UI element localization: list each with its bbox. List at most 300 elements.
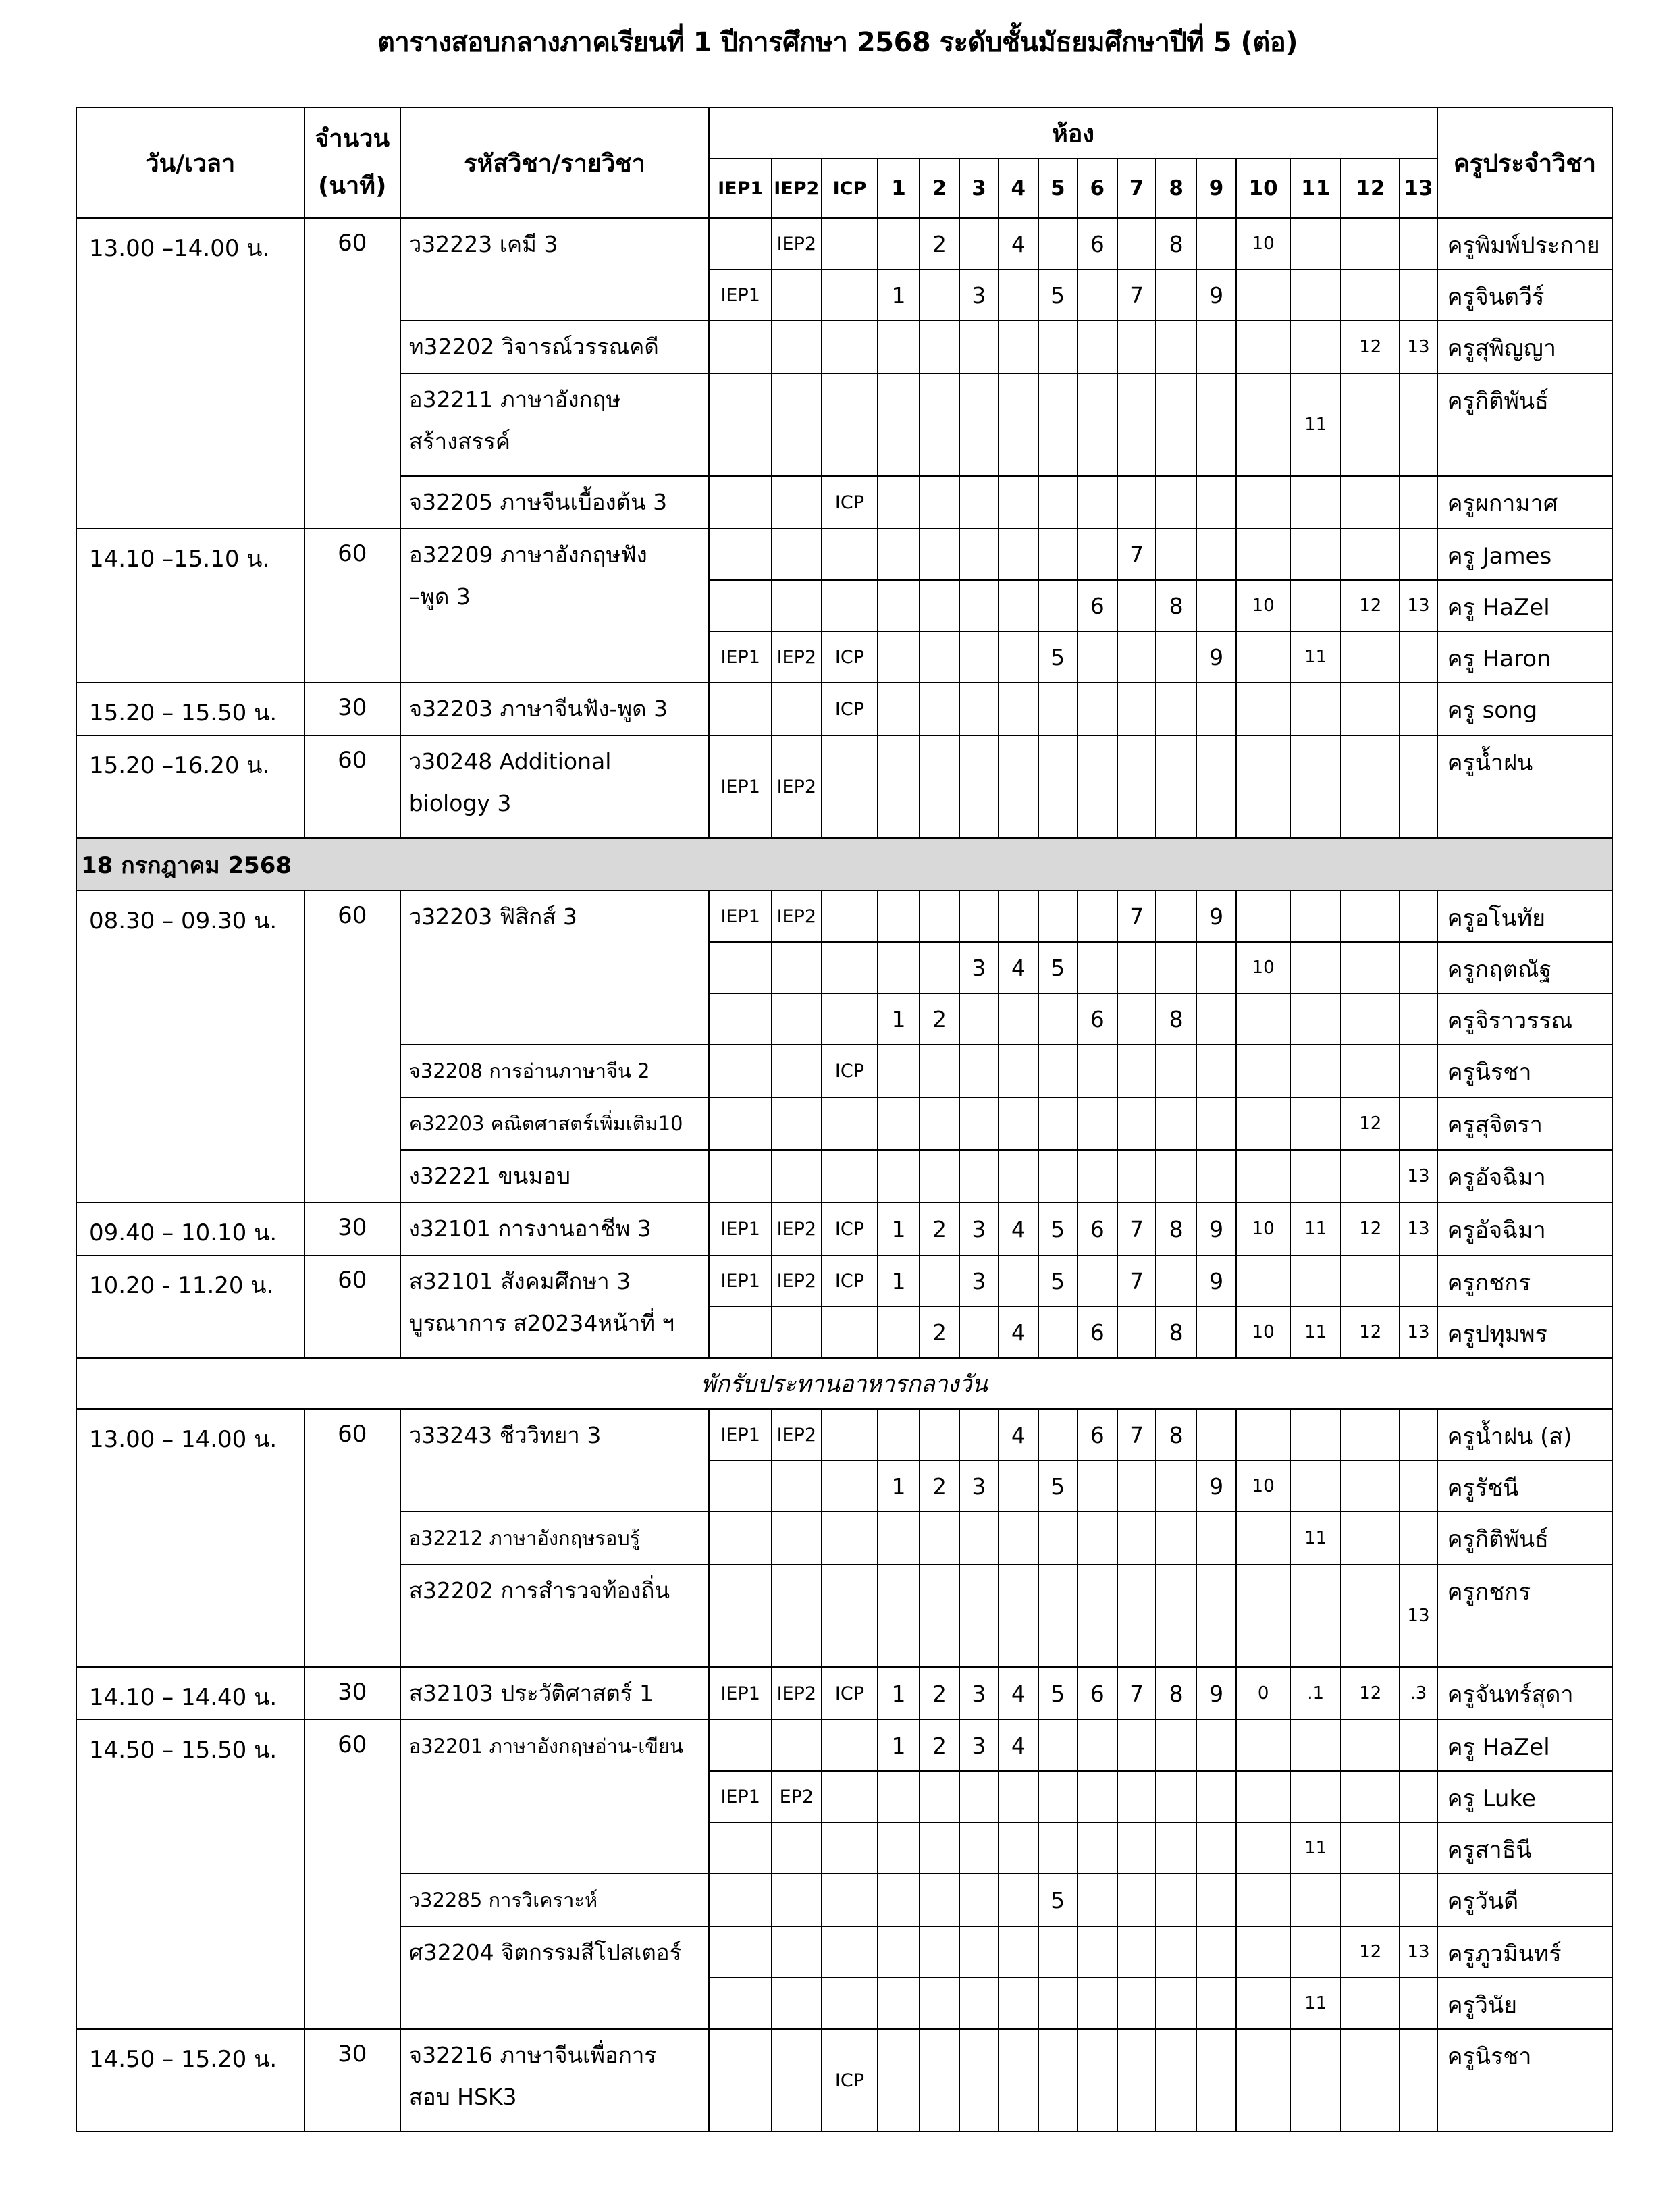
room-cell <box>878 476 919 529</box>
room-cell <box>822 993 878 1045</box>
room-cell: 11 <box>1290 1203 1341 1255</box>
room-cell <box>1341 529 1400 580</box>
room-cell <box>822 218 878 269</box>
room-cell: IEP2 <box>772 1409 822 1460</box>
time-cell: 14.50 – 15.50 น. <box>76 1720 304 2029</box>
room-cell <box>709 476 772 529</box>
room-cell <box>1038 373 1077 476</box>
room-cell <box>1341 269 1400 321</box>
room-cell <box>1196 1720 1236 1771</box>
room-cell: 2 <box>920 993 959 1045</box>
room-cell <box>1341 2029 1400 2132</box>
room-cell <box>999 1771 1038 1822</box>
room-cell <box>1038 683 1077 735</box>
duration-cell: 60 <box>304 218 400 529</box>
room-cell <box>959 1307 998 1358</box>
room-cell <box>1117 373 1156 476</box>
duration-cell: 60 <box>304 735 400 838</box>
header-teacher: ครูประจำวิชา <box>1437 107 1612 218</box>
room-cell <box>772 1874 822 1926</box>
room-cell: 1 <box>878 269 919 321</box>
room-cell <box>999 580 1038 631</box>
room-cell <box>1117 735 1156 838</box>
room-cell <box>1117 321 1156 373</box>
subject-name-line: อ32212 ภาษาอังกฤษรอบรู้ <box>408 1527 641 1550</box>
room-cell <box>1236 1771 1290 1822</box>
room-cell <box>772 1926 822 1978</box>
room-cell <box>959 993 998 1045</box>
room-cell: 5 <box>1038 1667 1077 1720</box>
subject-name-line: ง32101 การงานอาชีพ 3 <box>408 1215 652 1242</box>
room-cell <box>709 1045 772 1097</box>
header-duration-line2: (นาที) <box>317 172 387 200</box>
room-cell <box>1117 993 1156 1045</box>
room-cell <box>1290 476 1341 529</box>
room-cell <box>920 1822 959 1874</box>
room-cell <box>1341 891 1400 942</box>
room-cell <box>1117 2029 1156 2132</box>
room-cell: 6 <box>1078 580 1117 631</box>
room-cell <box>1038 993 1077 1045</box>
room-cell <box>772 1460 822 1512</box>
room-cell <box>1117 1097 1156 1150</box>
room-cell <box>959 1150 998 1203</box>
room-cell <box>1156 891 1196 942</box>
room-cell: 0 <box>1236 1667 1290 1720</box>
room-cell <box>959 1045 998 1097</box>
room-cell: 6 <box>1078 1409 1117 1460</box>
room-cell <box>1156 1771 1196 1822</box>
room-cell <box>1156 1045 1196 1097</box>
room-cell: 3 <box>959 1720 998 1771</box>
room-cell <box>1156 1720 1196 1771</box>
room-cell <box>1156 476 1196 529</box>
room-cell <box>1078 1045 1117 1097</box>
room-cell <box>999 1564 1038 1667</box>
subject-name-line: จ32205 ภาษจีนเบื้องต้น 3 <box>408 489 668 515</box>
room-cell <box>1078 942 1117 993</box>
subject-name-line: ว33243 ชีววิทยา 3 <box>408 1422 602 1448</box>
room-cell <box>1400 1720 1437 1771</box>
room-cell <box>709 1822 772 1874</box>
subject-name-line: จ32216 ภาษาจีนเพื่อการ <box>408 2042 657 2068</box>
room-cell <box>1078 735 1117 838</box>
room-cell <box>1290 1926 1341 1978</box>
room-cell <box>999 1150 1038 1203</box>
room-cell <box>878 1564 919 1667</box>
room-cell <box>1078 1978 1117 2029</box>
room-header-3: 3 <box>959 159 998 218</box>
room-cell <box>1290 1460 1341 1512</box>
room-cell: 4 <box>999 1720 1038 1771</box>
room-cell: 3 <box>959 269 998 321</box>
room-cell <box>999 1097 1038 1150</box>
room-header-9: 9 <box>1196 159 1236 218</box>
teacher-cell: ครูวันดี <box>1437 1874 1612 1926</box>
duration-cell: 60 <box>304 529 400 683</box>
room-cell: 2 <box>920 1307 959 1358</box>
room-cell <box>1156 683 1196 735</box>
subject-cell <box>400 891 710 1045</box>
room-cell <box>920 683 959 735</box>
room-cell <box>878 1874 919 1926</box>
room-cell <box>920 735 959 838</box>
room-cell <box>1290 529 1341 580</box>
room-header-icp: ICP <box>822 159 878 218</box>
room-cell <box>772 1512 822 1564</box>
room-cell <box>1290 1150 1341 1203</box>
room-cell <box>959 1564 998 1667</box>
room-cell: 4 <box>999 1203 1038 1255</box>
room-cell <box>878 529 919 580</box>
room-cell <box>878 735 919 838</box>
room-cell <box>1290 1874 1341 1926</box>
room-cell: 11 <box>1290 1512 1341 1564</box>
room-cell: 7 <box>1117 1203 1156 1255</box>
room-cell <box>1078 529 1117 580</box>
room-cell: 12 <box>1341 1667 1400 1720</box>
room-cell <box>878 1512 919 1564</box>
room-cell <box>772 476 822 529</box>
room-cell <box>1290 218 1341 269</box>
subject-name-line: –พูด 3 <box>408 583 471 610</box>
room-cell <box>1400 269 1437 321</box>
room-cell <box>1236 1255 1290 1307</box>
room-cell: 2 <box>920 1203 959 1255</box>
teacher-cell: ครูกิติพันธ์ <box>1437 373 1612 476</box>
room-cell: ICP <box>822 476 878 529</box>
teacher-cell: ครูรัชนี <box>1437 1460 1612 1512</box>
room-cell <box>1117 1564 1156 1667</box>
room-cell <box>959 373 998 476</box>
room-cell <box>1038 2029 1077 2132</box>
room-cell <box>709 1097 772 1150</box>
room-cell: 3 <box>959 1255 998 1307</box>
teacher-cell: ครูสุพิญญา <box>1437 321 1612 373</box>
room-cell <box>959 2029 998 2132</box>
room-cell <box>772 1822 822 1874</box>
table-row <box>76 1720 1612 1771</box>
room-cell <box>709 321 772 373</box>
room-cell <box>999 1255 1038 1307</box>
time-cell: 15.20 – 15.50 น. <box>76 683 304 735</box>
teacher-cell: ครูอัจฉิมา <box>1437 1203 1612 1255</box>
room-cell: 1 <box>878 1460 919 1512</box>
room-cell: 4 <box>999 942 1038 993</box>
table-row <box>76 1409 1612 1460</box>
room-cell <box>920 1512 959 1564</box>
room-cell <box>1038 1097 1077 1150</box>
room-cell: 6 <box>1078 1203 1117 1255</box>
room-cell <box>822 321 878 373</box>
room-cell: 11 <box>1290 373 1341 476</box>
subject-cell <box>400 1255 710 1358</box>
room-cell <box>878 891 919 942</box>
room-cell <box>1290 891 1341 942</box>
room-cell <box>920 1097 959 1150</box>
room-cell <box>1400 1512 1437 1564</box>
subject-cell <box>400 1512 710 1564</box>
room-cell <box>920 1771 959 1822</box>
room-cell <box>1236 321 1290 373</box>
room-cell <box>709 683 772 735</box>
room-cell <box>822 1822 878 1874</box>
room-cell <box>1400 476 1437 529</box>
room-cell <box>1341 1978 1400 2029</box>
duration-cell: 30 <box>304 2029 400 2132</box>
room-cell <box>1156 1874 1196 1926</box>
room-cell <box>1117 683 1156 735</box>
room-cell <box>1078 1512 1117 1564</box>
room-cell: ICP <box>822 1045 878 1097</box>
room-cell <box>1117 1874 1156 1926</box>
room-cell: 5 <box>1038 1255 1077 1307</box>
room-cell: 2 <box>920 1720 959 1771</box>
room-cell: EP2 <box>772 1771 822 1822</box>
room-cell <box>1236 1720 1290 1771</box>
duration-cell: 30 <box>304 1203 400 1255</box>
room-cell <box>1038 321 1077 373</box>
room-cell: 9 <box>1196 1255 1236 1307</box>
room-cell: ICP <box>822 683 878 735</box>
room-cell <box>1236 1564 1290 1667</box>
room-cell: 7 <box>1117 1667 1156 1720</box>
room-cell: 9 <box>1196 891 1236 942</box>
room-cell <box>1341 476 1400 529</box>
room-cell <box>1400 993 1437 1045</box>
teacher-cell: ครู song <box>1437 683 1612 735</box>
time-cell: 08.30 – 09.30 น. <box>76 891 304 1203</box>
duration-cell: 30 <box>304 683 400 735</box>
room-cell <box>1290 2029 1341 2132</box>
subject-cell <box>400 218 710 321</box>
header-duration <box>304 107 400 218</box>
room-cell <box>1290 321 1341 373</box>
room-cell <box>999 1512 1038 1564</box>
room-cell: 13 <box>1400 580 1437 631</box>
room-cell: 12 <box>1341 1203 1400 1255</box>
room-cell: IEP1 <box>709 891 772 942</box>
duration-cell: 60 <box>304 1255 400 1358</box>
room-cell <box>959 321 998 373</box>
room-cell <box>920 891 959 942</box>
room-cell <box>772 1097 822 1150</box>
teacher-cell: ครูจิราวรรณ <box>1437 993 1612 1045</box>
room-cell: 12 <box>1341 1926 1400 1978</box>
room-cell <box>772 942 822 993</box>
room-cell <box>1236 631 1290 683</box>
room-cell <box>1196 942 1236 993</box>
teacher-cell: ครู Haron <box>1437 631 1612 683</box>
subject-name-line: อ32201 ภาษาอังกฤษอ่าน-เขียน <box>408 1735 683 1758</box>
room-cell <box>1341 1720 1400 1771</box>
subject-cell <box>400 735 710 838</box>
teacher-cell: ครูน้ำฝน <box>1437 735 1612 838</box>
room-cell <box>822 735 878 838</box>
room-cell: 10 <box>1236 218 1290 269</box>
room-cell <box>959 1874 998 1926</box>
room-cell <box>1236 2029 1290 2132</box>
room-cell <box>1400 1409 1437 1460</box>
room-cell <box>920 1978 959 2029</box>
room-cell <box>878 683 919 735</box>
room-cell <box>1078 269 1117 321</box>
room-cell <box>1236 1978 1290 2029</box>
room-cell <box>822 269 878 321</box>
room-cell <box>1078 2029 1117 2132</box>
time-cell: 15.20 –16.20 น. <box>76 735 304 838</box>
room-cell <box>1117 631 1156 683</box>
room-cell <box>1236 269 1290 321</box>
room-cell <box>878 1307 919 1358</box>
room-cell: IEP1 <box>709 1771 772 1822</box>
room-cell <box>1290 269 1341 321</box>
room-cell <box>822 891 878 942</box>
room-cell <box>1156 631 1196 683</box>
table-row <box>76 735 1612 838</box>
room-cell <box>1117 1978 1156 2029</box>
room-cell <box>709 1512 772 1564</box>
room-cell: IEP1 <box>709 1667 772 1720</box>
room-cell <box>772 1150 822 1203</box>
room-cell <box>878 321 919 373</box>
room-cell <box>709 1720 772 1771</box>
table-row <box>76 891 1612 942</box>
room-cell <box>1400 631 1437 683</box>
room-cell <box>878 1822 919 1874</box>
room-cell <box>822 1720 878 1771</box>
room-cell <box>878 1150 919 1203</box>
room-cell <box>1038 529 1077 580</box>
room-cell <box>1196 529 1236 580</box>
room-cell <box>1290 1097 1341 1150</box>
room-cell <box>1341 631 1400 683</box>
time-cell: 13.00 –14.00 น. <box>76 218 304 529</box>
exam-schedule-table <box>76 107 1613 2132</box>
room-cell: 3 <box>959 1460 998 1512</box>
room-cell <box>920 1564 959 1667</box>
room-cell <box>959 218 998 269</box>
room-cell <box>878 373 919 476</box>
duration-cell: 60 <box>304 891 400 1203</box>
room-cell: 10 <box>1236 942 1290 993</box>
room-cell <box>920 942 959 993</box>
room-cell: 5 <box>1038 269 1077 321</box>
room-cell <box>1400 735 1437 838</box>
room-cell <box>999 683 1038 735</box>
room-cell <box>959 1097 998 1150</box>
header-room: ห้อง <box>709 107 1437 159</box>
room-cell <box>772 1307 822 1358</box>
room-cell: 5 <box>1038 1203 1077 1255</box>
teacher-cell: ครูกชกร <box>1437 1255 1612 1307</box>
subject-name-line: ส32202 การสำรวจท้องถิ่น <box>408 1577 670 1604</box>
room-cell <box>1196 1512 1236 1564</box>
room-cell <box>1290 1255 1341 1307</box>
room-cell <box>878 631 919 683</box>
room-cell <box>1236 529 1290 580</box>
room-cell <box>1078 1926 1117 1978</box>
time-cell: 13.00 – 14.00 น. <box>76 1409 304 1667</box>
room-cell <box>1117 1512 1156 1564</box>
room-cell <box>1196 735 1236 838</box>
room-cell <box>1196 1409 1236 1460</box>
room-cell <box>1156 1926 1196 1978</box>
room-cell <box>822 1978 878 2029</box>
room-cell <box>999 735 1038 838</box>
room-cell <box>920 529 959 580</box>
room-cell <box>1341 218 1400 269</box>
room-cell <box>772 529 822 580</box>
table-row <box>76 683 1612 735</box>
room-cell <box>709 529 772 580</box>
room-cell <box>878 1771 919 1822</box>
room-cell <box>1236 1045 1290 1097</box>
room-cell <box>1038 1771 1077 1822</box>
teacher-cell: ครู HaZel <box>1437 1720 1612 1771</box>
subject-cell <box>400 683 710 735</box>
room-cell <box>999 1460 1038 1512</box>
room-cell: 1 <box>878 1720 919 1771</box>
date-separator-row <box>76 838 1612 891</box>
room-cell: IEP1 <box>709 735 772 838</box>
room-cell <box>1196 580 1236 631</box>
room-cell <box>1196 1771 1236 1822</box>
room-cell <box>709 218 772 269</box>
room-cell <box>822 1564 878 1667</box>
room-cell <box>1117 1822 1156 1874</box>
room-cell <box>772 1045 822 1097</box>
room-header-10: 10 <box>1236 159 1290 218</box>
subject-name-line: ง32221 ขนมอบ <box>408 1163 570 1189</box>
room-cell <box>999 529 1038 580</box>
room-cell <box>709 1926 772 1978</box>
room-cell <box>772 269 822 321</box>
room-cell <box>1078 373 1117 476</box>
room-cell <box>1156 1978 1196 2029</box>
table-row <box>76 2029 1612 2132</box>
room-cell <box>878 942 919 993</box>
room-cell <box>1078 1720 1117 1771</box>
room-cell: 1 <box>878 1203 919 1255</box>
subject-name-line: อ32211 ภาษาอังกฤษ <box>408 386 621 413</box>
room-cell <box>959 1978 998 2029</box>
room-header-iep1: IEP1 <box>709 159 772 218</box>
teacher-cell: ครูปทุมพร <box>1437 1307 1612 1358</box>
room-cell <box>709 580 772 631</box>
subject-cell <box>400 2029 710 2132</box>
room-cell <box>709 2029 772 2132</box>
room-header-12: 12 <box>1341 159 1400 218</box>
room-cell <box>999 1822 1038 1874</box>
room-cell: 8 <box>1156 580 1196 631</box>
room-cell: 7 <box>1117 529 1156 580</box>
room-cell <box>1290 1564 1341 1667</box>
room-cell: 10 <box>1236 580 1290 631</box>
table-row <box>76 1203 1612 1255</box>
duration-cell: 30 <box>304 1667 400 1720</box>
room-cell <box>1290 942 1341 993</box>
room-header-4: 4 <box>999 159 1038 218</box>
room-cell <box>1400 1874 1437 1926</box>
room-cell <box>1117 218 1156 269</box>
room-cell <box>1117 1307 1156 1358</box>
room-cell <box>1196 993 1236 1045</box>
room-cell <box>772 1720 822 1771</box>
room-cell <box>772 2029 822 2132</box>
room-cell <box>999 1926 1038 1978</box>
room-cell <box>920 1874 959 1926</box>
